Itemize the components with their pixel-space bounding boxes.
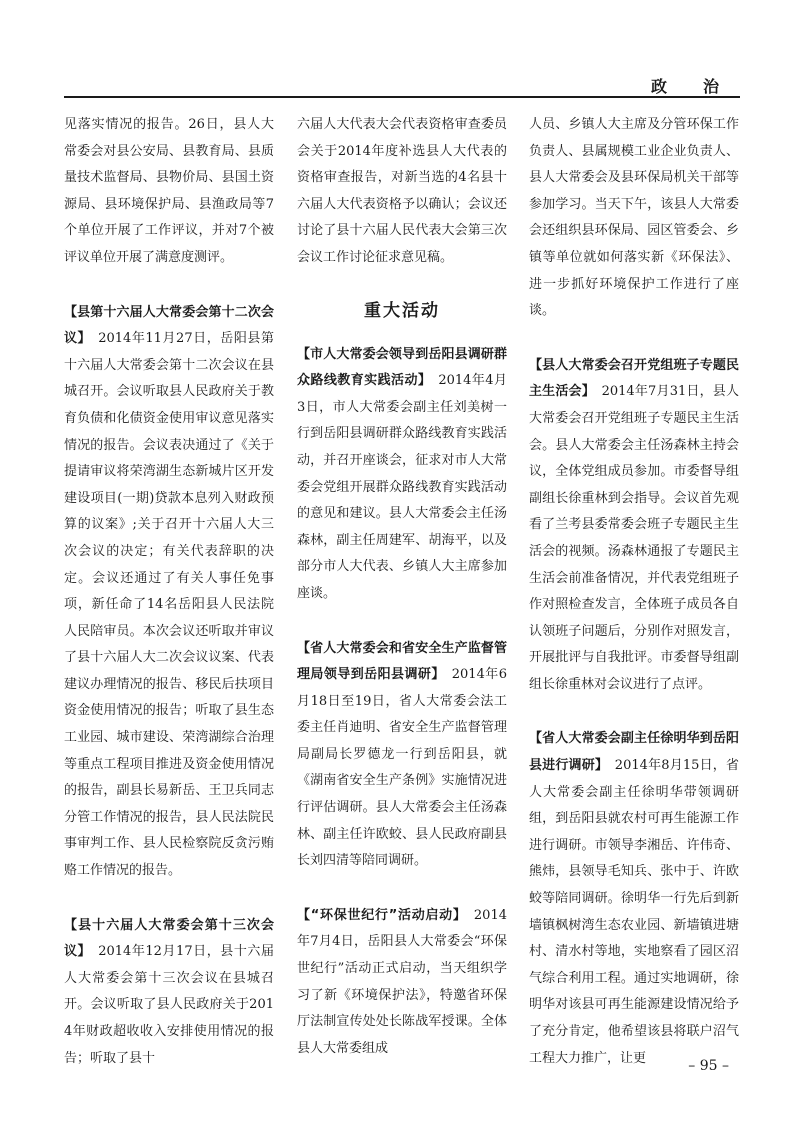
article: [297, 342, 507, 608]
paragraph: 人员、乡镇人大主席及分管环保工作负责人、县属规模工业企业负责人、县人大常委会及县环保局机关干部等参加学习。当天下午，该县人大常委会还组织县环保局、园区管委会、乡镇等单位就如何落实新《环保法》、进一步抓好环境保护工作进行了座谈。: [529, 117, 739, 319]
article: [64, 300, 274, 885]
section-heading: 重大活动: [364, 300, 440, 321]
page-number: – 95 –: [688, 1058, 729, 1074]
article-body: 2014年11月27日，岳阳县第十六届人大常委会第十二次会议在县城召开。会议听取县人民政府关于教育负债和化债资金使用审议意见落实情况的报告。会议表决通过了《关于提请审议将荣湾湖生态新城片区开发建设项目(一期)贷款本息列入财政预算的议案》;关于召开十六届人大三次会议的决定；有关代表辞职的决定。会议还通过了有关人事任免事项，新任命了14名岳阳县人民法院人民陪审员。本次会议还听取并审议了县十六届人大二次会议议案、代表建议办理情况的报告、移民后扶项目资金使用情况的报告；听取了县生态工业园、城市建设、荣湾湖综合治理等重点工程项目推进及资金使用情况的报告，副县长易新岳、王卫兵同志分管工作情况的报告，县人民法院民事审判工作、县人民检察院反贪污贿赂工作情况的报告。: [64, 331, 274, 879]
article-body: 2014年4月3日，市人大常委会副主任刘美树一行到岳阳县调研群众路线教育实践活动，并召开座谈会，征求对市人大常委会党组开展群众路线教育实践活动的意见和建议。县人大常委会主任汤森林，副主任周建军、胡海平，以及部分市人大代表、乡镇人大主席参加座谈。: [297, 373, 507, 601]
article-title: 【县人大常委会召开党组班子专题民主生活会】: [529, 357, 739, 400]
paragraph: 六届人大代表大会代表资格审查委员会关于2014年度补选县人大代表的资格审查报告，对新当选的4名县十六届人大代表资格予以确认；会议还讨论了县十六届人民代表大会第三次会议工作讨论征求意见稿。: [297, 117, 507, 265]
section-title: 政 治: [650, 77, 729, 96]
article: [64, 913, 274, 1073]
article: [297, 903, 507, 1063]
column-2: [297, 112, 507, 1062]
article-body: 2014年7月31日，县人大常委会召开党组班子专题民主生活会。县人大常委会主任汤森林主持会议，全体党组成员参加。市委督导组副组长徐重林到会指导。会议首先观看了兰考县委常委会班子专题民主生活会的视频。汤森林通报了专题民主生活会前准备情况，并代表党组班子作对照检查发言，全体班子成员各自认领班子问题后，分别作对照发言，开展批评与自我批评。市委督导组副组长徐重林对会议进行了点评。: [529, 384, 739, 692]
column-3: [529, 112, 739, 1072]
article: [297, 636, 507, 875]
column-1: [64, 112, 274, 1072]
paragraph: 见落实情况的报告。26日，县人大常委会对县公安局、县教育局、县质量技术监督局、县物价局、县国土资源局、县环境保护局、县渔政局等7个单位开展了工作评议，并对7个被评议单位开展了满意度测评。: [64, 117, 274, 265]
article: [529, 353, 739, 699]
article-title: 【县第十六届人大常委会第十二次会议】: [64, 304, 274, 347]
article-body: 2014年8月15日，省人大常委会副主任徐明华带领调研组，到岳阳县就农村可再生能源工作进行调研。市领导李湘岳、许伟奇、熊炜，县领导毛知兵、张中于、许欧蛟等陪同调研。徐明华一行先后到新墙镇枫树湾生态农业园、新墙镇进塘村、清水村等地，实地察看了园区沼气综合利用工程。通过实地调研，徐明华对该县可再生能源建设情况给予了充分肯定，他希望该县将联户沼气工程大力推广，让更: [529, 758, 739, 1066]
article-title: 【县十六届人大常委会第十三次会议】: [64, 917, 274, 960]
header-divider: [64, 96, 740, 98]
article-title: 【省人大常委会和省安全生产监督管理局领导到岳阳县调研】: [297, 640, 507, 683]
article-body: 2014年12月17日，县十六届人大常委会第十三次会议在县城召开。会议听取了县人民政府关于2014年财政超收收入安排使用情况的报告；听取了县十: [64, 944, 274, 1066]
article-body: 2014年7月4日，岳阳县人大常委会“环保世纪行”活动正式启动，当天组织学习了新《环境保护法》，特邀省环保厅法制宣传处处长陈战军授课。全体县人大常委组成: [297, 907, 507, 1056]
article: [529, 726, 739, 1072]
article-title: 【省人大常委会副主任徐明华到岳阳县进行调研】: [529, 731, 739, 774]
article-title: 【市人大常委会领导到岳阳县调研群众路线教育实践活动】: [297, 346, 507, 389]
article-body: 2014年6月18日至19日，省人大常委会法工委主任肖迪明、省安全生产监督管理局副局长罗德龙一行到岳阳县，就《湖南省安全生产条例》实施情况进行评估调研。县人大常委会主任汤森林、副主任许欧蛟、县人民政府副县长刘四清等陪同调研。: [297, 667, 507, 869]
article-title: 【“环保世纪行”活动启动】: [297, 907, 461, 923]
